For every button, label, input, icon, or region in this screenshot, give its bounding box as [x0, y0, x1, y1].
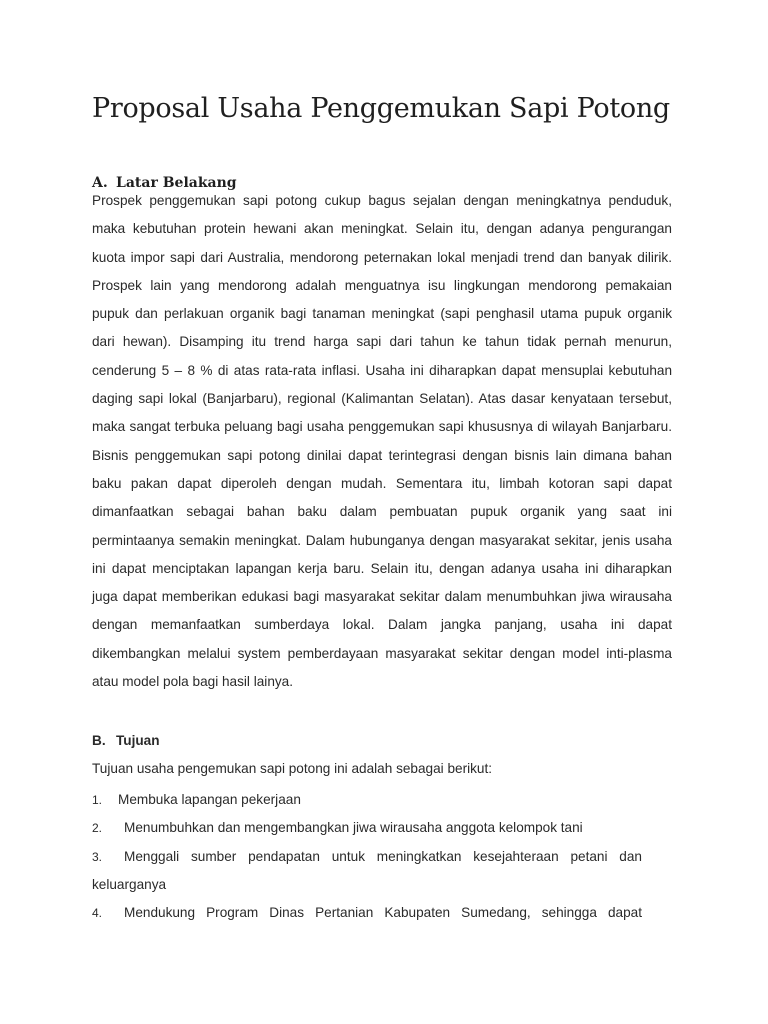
paragraph-line: dengan memanfaatkan sumberdaya lokal. Dalam jangka panjang, usaha ini dapat — [92, 617, 672, 633]
list-item-text: Membuka lapangan pekerjaan — [118, 792, 301, 807]
list-item — [92, 814, 642, 842]
section-a-title: Latar Belakang — [116, 175, 237, 191]
section-b-title: Tujuan — [116, 733, 160, 748]
paragraph-line: cenderung 5 – 8 % di atas rata-rata inflasi. Usaha ini diharapkan dapat mensuplai kebutuhan — [92, 362, 672, 378]
paragraph-line: juga dapat memberikan edukasi bagi masyarakat sekitar dalam menumbuhkan jiwa wirausaha — [92, 589, 672, 605]
list-item-text: keluarganya — [92, 876, 167, 892]
list-item-continuation — [92, 871, 642, 899]
paragraph-line: dikembangkan melalui system pemberdayaan masyarakat sekitar dengan model inti-plasma — [92, 645, 672, 661]
section-b-letter: B. — [92, 733, 106, 748]
list-item-number: 3. — [92, 849, 103, 864]
list-item-number: 1. — [92, 793, 103, 807]
section-a-letter: A. — [92, 175, 108, 191]
objectives-list — [92, 786, 642, 927]
paragraph-line: atau model pola bagi hasil lainya. — [92, 674, 294, 690]
paragraph-line: pupuk dan perlakuan organik bagi tanaman meningkat (sapi penghasil utama pupuk organik — [92, 306, 672, 322]
list-item-text: Menggali sumber pendapatan untuk meningkatkan kesejahteraan petani dan — [124, 848, 642, 864]
paragraph-line: dimanfaatkan sebagai bahan baku dalam pembuatan pupuk organik yang saat ini — [92, 504, 672, 520]
list-item — [92, 843, 642, 871]
paragraph-line: Prospek lain yang mendorong adalah menguatnya isu lingkungan mendorong pemakaian — [92, 277, 672, 293]
paragraph-line: Prospek penggemukan sapi potong cukup bagus sejalan dengan meningkatnya penduduk, — [92, 193, 672, 208]
paragraph-line: ini dapat menciptakan lapangan kerja baru. Selain itu, dengan adanya usaha ini diharapkan — [92, 560, 672, 576]
paragraph-line: maka sangat terbuka peluang bagi usaha penggemukan sapi khususnya di wilayah Banjarbaru. — [92, 419, 672, 435]
list-item-number: 2. — [92, 821, 103, 836]
list-item-text: Menumbuhkan dan mengembangkan jiwa wirausaha anggota kelompok tani — [124, 820, 583, 836]
document-title: Proposal Usaha Penggemukan Sapi Potong — [92, 93, 670, 124]
list-item — [92, 786, 642, 814]
paragraph-line: dari hewan). Disamping itu trend harga sapi dari tahun ke tahun tidak pernah menurun, — [92, 334, 672, 350]
paragraph-line: maka kebutuhan protein hewani akan meningkat. Selain itu, dengan adanya pengurangan — [92, 221, 672, 237]
paragraph-line: permintaanya semakin meningkat. Dalam hubunganya dengan masyarakat sekitar, jenis usaha — [92, 532, 672, 548]
paragraph-line: baku pakan dapat diperoleh dengan mudah. Sementara itu, limbah kotoran sapi dapat — [92, 475, 672, 491]
list-item — [92, 899, 642, 927]
paragraph-line: kuota impor sapi dari Australia, mendorong peternakan lokal menjadi trend dan banyak dilirik. — [92, 249, 672, 265]
list-item-text: Mendukung Program Dinas Pertanian Kabupaten Sumedang, sehingga dapat — [124, 905, 642, 921]
list-item-number: 4. — [92, 906, 103, 921]
paragraph-line: daging sapi lokal (Banjarbaru), regional (Kalimantan Selatan). Atas dasar kenyataan tersebut, — [92, 391, 672, 407]
section-a-paragraph — [92, 187, 672, 696]
section-b-intro: Tujuan usaha pengemukan sapi potong ini adalah sebagai berikut: — [92, 761, 493, 776]
paragraph-line: Bisnis penggemukan sapi potong dinilai dapat terintegrasi dengan bisnis lain dimana bahan — [92, 447, 672, 463]
section-b-heading — [92, 730, 160, 752]
